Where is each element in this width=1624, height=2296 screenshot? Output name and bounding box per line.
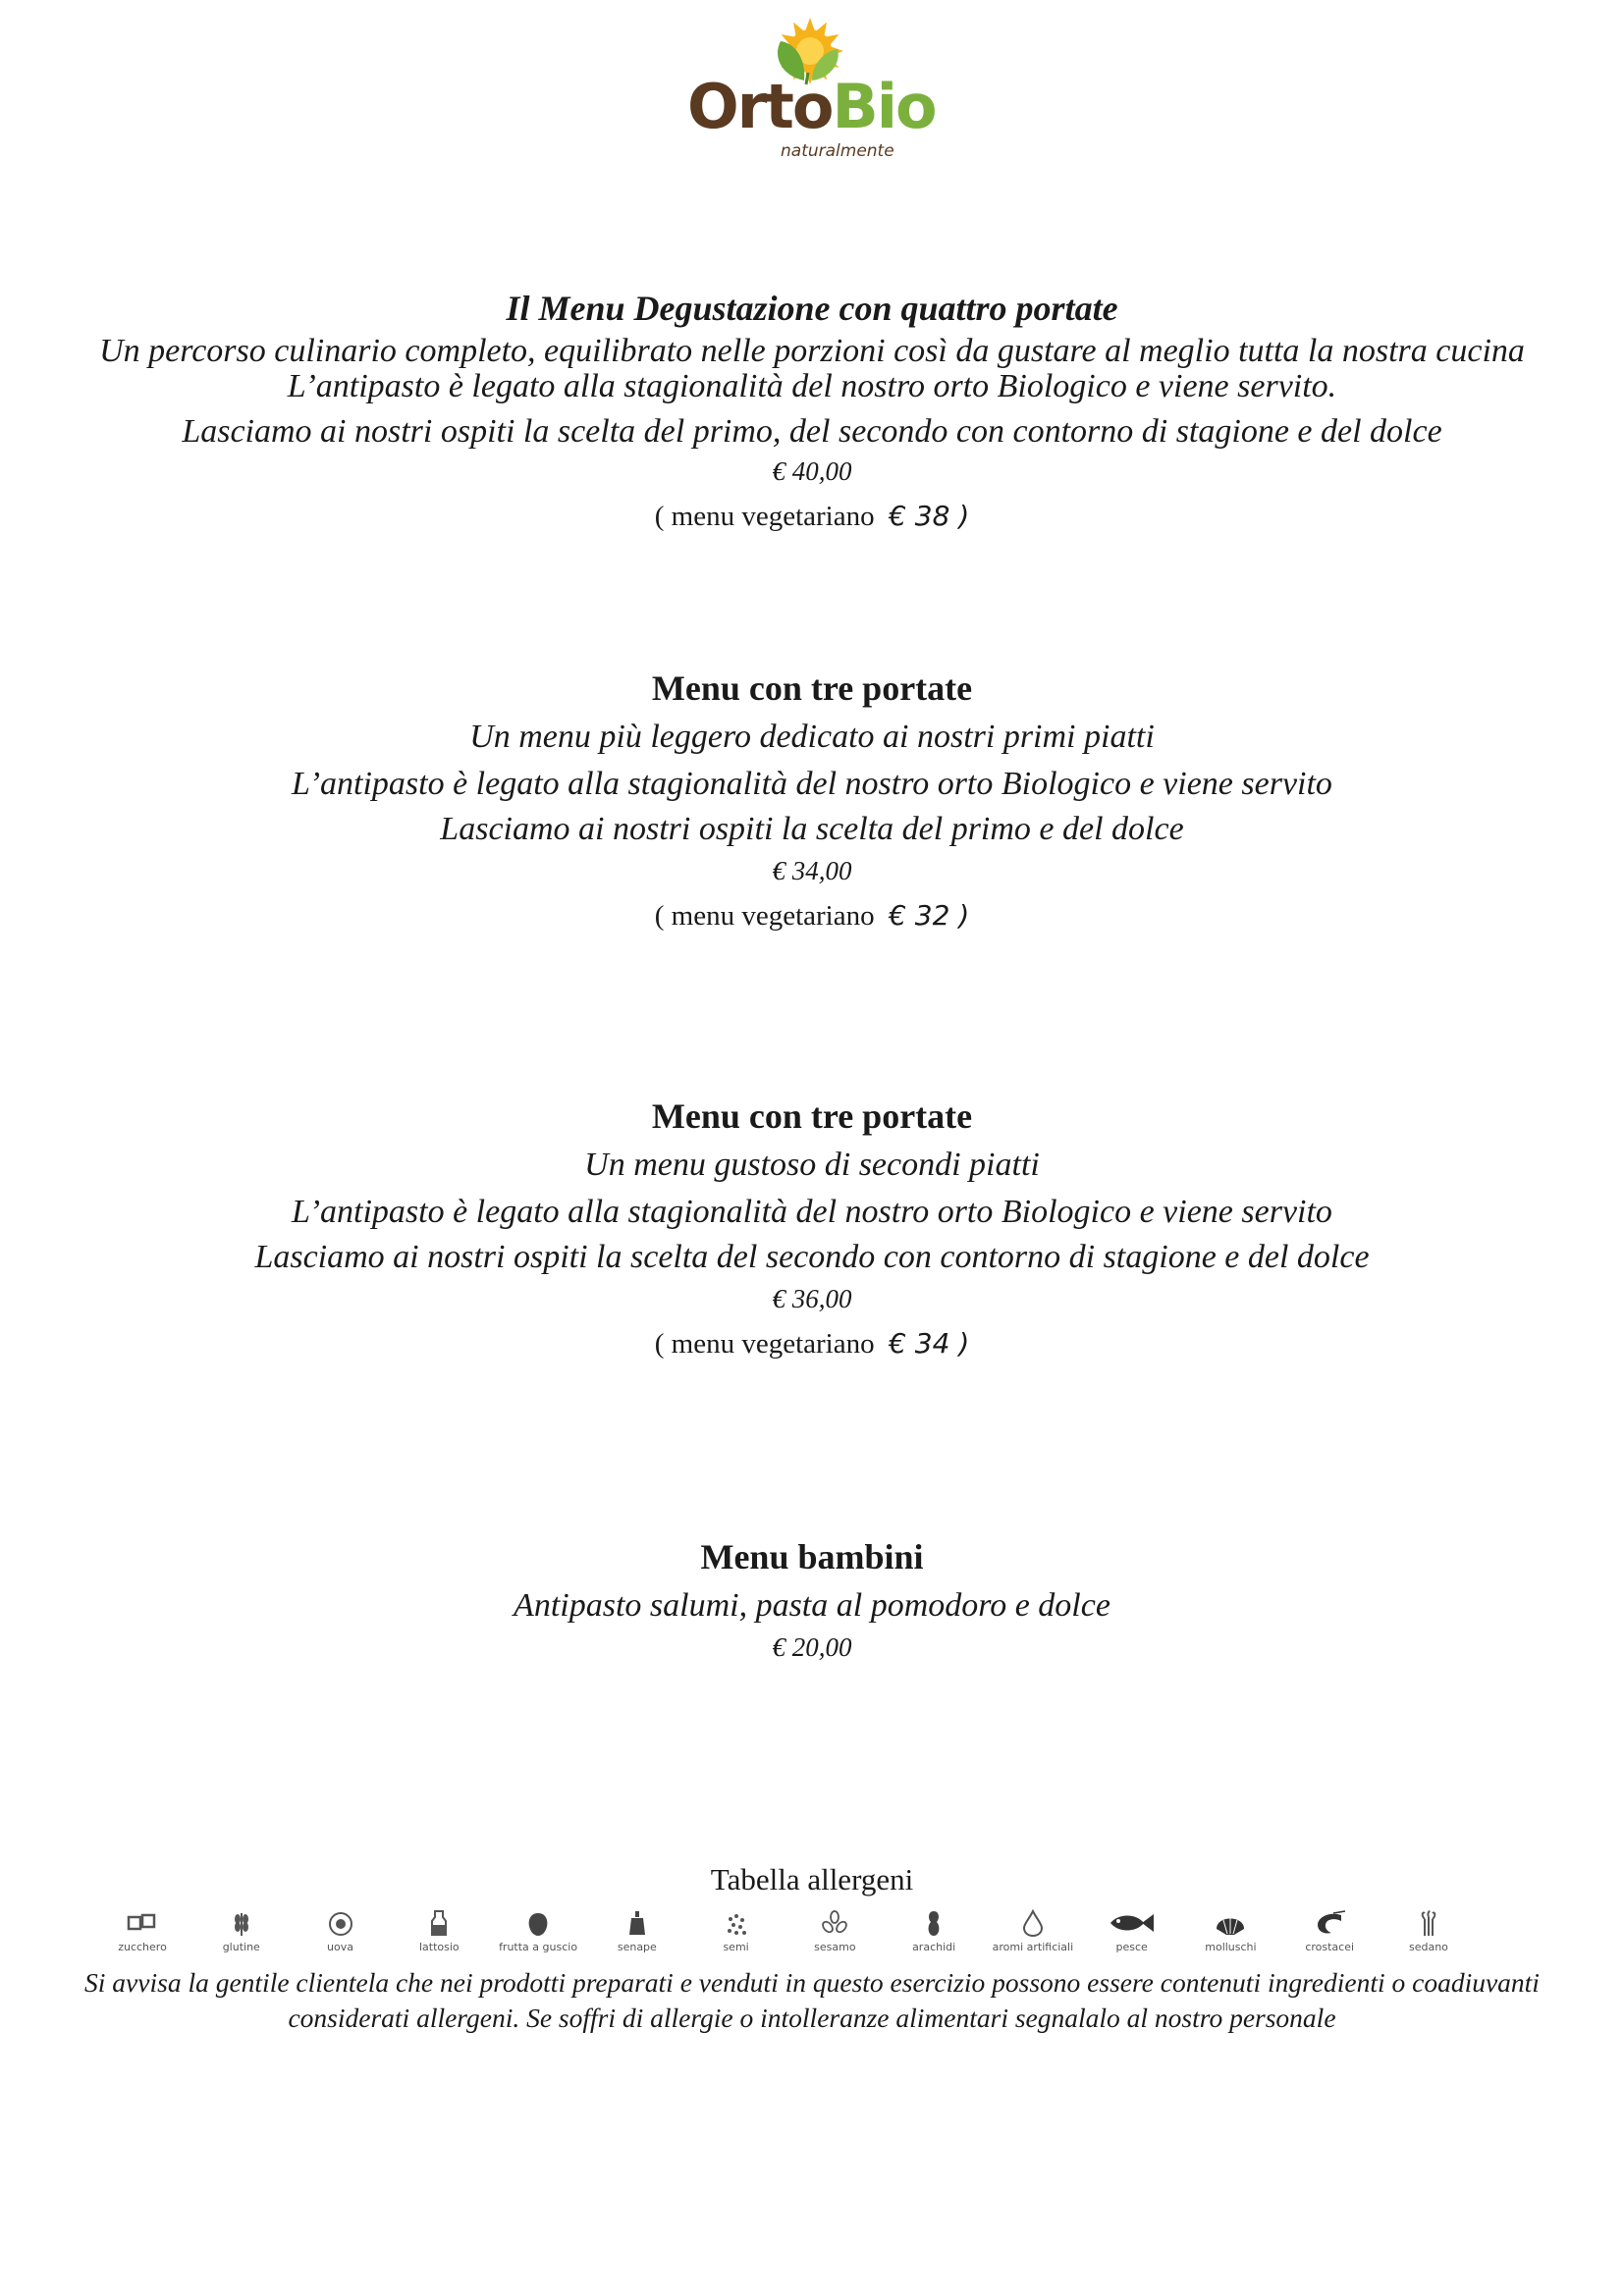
menu-bambini: [0, 1536, 1624, 1676]
seeds-icon: [719, 1909, 754, 1937]
allergen-peanuts: arachidi: [890, 1909, 978, 1968]
section-title: Menu con tre portate: [651, 668, 973, 708]
section-price: € 20,00: [772, 1632, 852, 1662]
wheat-icon: [224, 1909, 259, 1937]
allergen-lactose: lattosio: [395, 1909, 483, 1968]
milk-bottle-icon: [421, 1909, 457, 1937]
logo-tagline: naturalmente: [781, 141, 894, 161]
allergen-notice: [0, 1965, 1624, 2036]
vegetarian-price: ( menu vegetariano € 32 ): [654, 899, 970, 932]
shrimp-icon: [1312, 1909, 1347, 1937]
vegetarian-price: ( menu vegetariano € 38 ): [654, 500, 970, 532]
section-line: Antipasto salumi, pasta al pomodoro e dolce: [514, 1587, 1110, 1624]
fish-icon: [1107, 1909, 1158, 1937]
menu-degustazione: [0, 288, 1624, 539]
allergen-fish: pesce: [1088, 1909, 1176, 1968]
allergen-sesame: sesamo: [790, 1909, 879, 1968]
menu-tre-portate-primi: [0, 667, 1624, 938]
drop-icon: [1015, 1909, 1051, 1937]
section-line: L’antipasto è legato alla stagionalità del nostro orto Biologico e viene servito: [292, 1194, 1332, 1230]
allergen-artificial-aromas: aromi artificiali: [989, 1909, 1077, 1968]
allergen-gluten: glutine: [197, 1909, 286, 1968]
allergen-sugar: zucchero: [98, 1909, 187, 1968]
mustard-icon: [620, 1909, 655, 1937]
section-line: Un menu gustoso di secondi piatti: [584, 1147, 1040, 1183]
notice-line: Si avvisa la gentile clientela che nei prodotti preparati e venduti in questo esercizio possono essere contenuti ingredienti o coadiuvanti: [84, 1967, 1540, 1998]
allergen-molluscs: molluschi: [1186, 1909, 1274, 1968]
section-line: Un percorso culinario completo, equilibrato nelle porzioni così da gustare al meglio tutta la nostra cucina: [99, 333, 1525, 369]
celery-icon: [1411, 1909, 1446, 1937]
section-title: Menu bambini: [700, 1537, 924, 1576]
nut-icon: [520, 1909, 556, 1937]
sugar-icon: [125, 1909, 160, 1937]
allergen-egg: uova: [297, 1909, 385, 1968]
allergen-seeds: semi: [692, 1909, 781, 1968]
section-line: Lasciamo ai nostri ospiti la scelta del primo, del secondo con contorno di stagione e del dolce: [182, 413, 1442, 450]
section-line: L’antipasto è legato alla stagionalità del nostro orto Biologico e viene servito: [292, 766, 1332, 802]
allergen-celery: sedano: [1384, 1909, 1473, 1968]
egg-icon: [323, 1909, 358, 1937]
vegetarian-price: ( menu vegetariano € 34 ): [654, 1327, 970, 1360]
shell-icon: [1213, 1909, 1248, 1937]
section-price: € 36,00: [772, 1284, 852, 1313]
peanut-icon: [916, 1909, 951, 1937]
brand-logo: [687, 18, 936, 161]
section-title: Il Menu Degustazione con quattro portate: [506, 289, 1118, 328]
logo-wordmark: OrtoBio: [687, 71, 936, 142]
section-price: € 40,00: [772, 456, 852, 486]
allergen-icons-row: [98, 1909, 1473, 1968]
notice-line: considerati allergeni. Se soffri di allergie o intolleranze alimentari segnalalo al nostro personale: [288, 2002, 1336, 2033]
allergen-crustaceans: crostacei: [1285, 1909, 1374, 1968]
section-title: Menu con tre portate: [651, 1096, 973, 1136]
sesame-icon: [817, 1909, 852, 1937]
section-line: Un menu più leggero dedicato ai nostri primi piatti: [469, 719, 1155, 755]
section-line: Lasciamo ai nostri ospiti la scelta del secondo con contorno di stagione e del dolce: [254, 1239, 1370, 1275]
allergen-mustard: senape: [593, 1909, 681, 1968]
section-line: L’antipasto è legato alla stagionalità del nostro orto Biologico e viene servito.: [287, 368, 1337, 404]
allergen-table-title: Tabella allergeni: [710, 1862, 914, 1896]
menu-tre-portate-secondi: [0, 1095, 1624, 1366]
allergen-nuts: frutta a guscio: [494, 1909, 582, 1968]
section-line: Lasciamo ai nostri ospiti la scelta del primo e del dolce: [440, 811, 1184, 847]
section-price: € 34,00: [772, 856, 852, 885]
